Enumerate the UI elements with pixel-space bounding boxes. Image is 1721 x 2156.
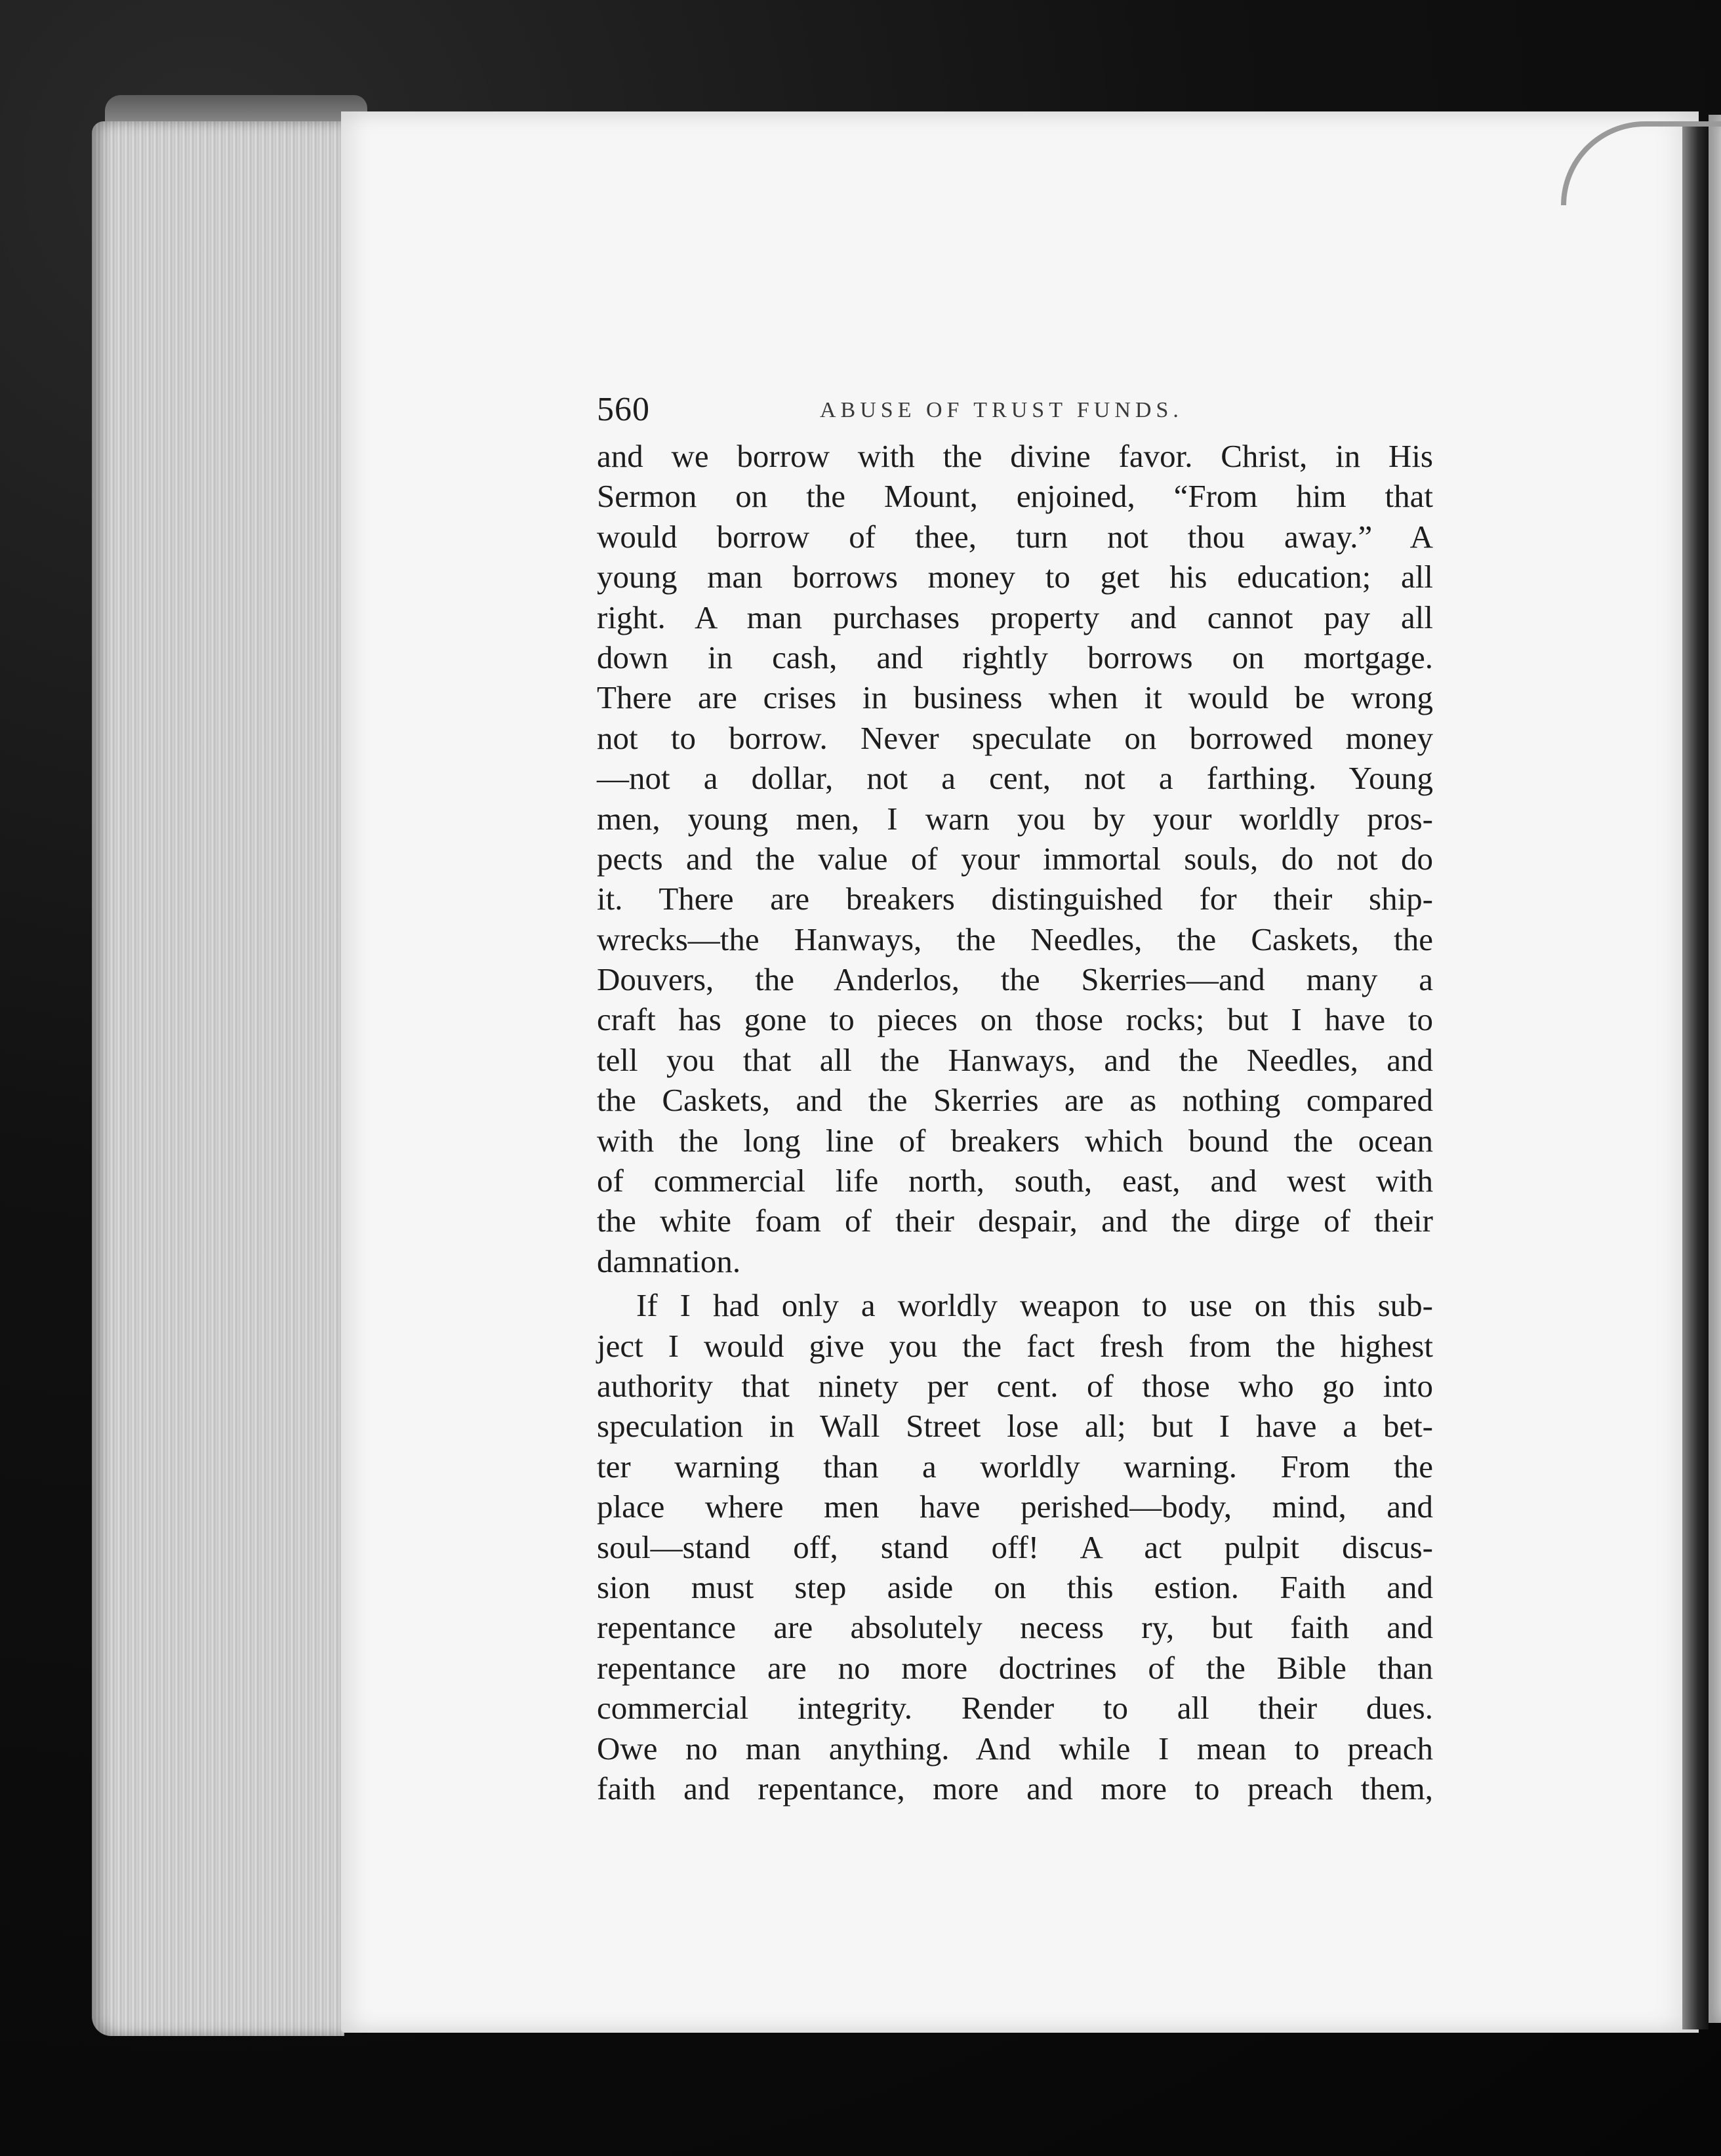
running-head: [597, 390, 1433, 436]
paragraph-2: [597, 1285, 1433, 1808]
page-text-block: [597, 390, 1433, 1808]
paragraph-1: [597, 436, 1433, 1281]
text-line: wrecks—the Hanways, the Needles, the Caskets, the: [597, 921, 1433, 957]
text-line: damnation.: [597, 1243, 741, 1279]
text-line: pects and the value of your immortal souls, do not do: [597, 840, 1433, 877]
text-line: Douvers, the Anderlos, the Skerries—and many a: [597, 961, 1433, 998]
running-title: ABUSE OF TRUST FUNDS.: [820, 398, 1183, 422]
text-line: repentance are no more doctrines of the Bible than: [597, 1649, 1433, 1686]
text-line: the white foam of their despair, and the dirge of their: [597, 1203, 1433, 1239]
text-line: There are crises in business when it would be wrong: [597, 679, 1433, 716]
text-line: down in cash, and rightly borrows on mortgage.: [597, 639, 1433, 675]
text-line: and we borrow with the divine favor. Christ, in His: [597, 438, 1433, 474]
text-line: not to borrow. Never speculate on borrowed money: [597, 719, 1433, 756]
text-line: commercial integrity. Render to all their dues.: [597, 1690, 1433, 1727]
text-line: the Caskets, and the Skerries are as nothing compared: [597, 1082, 1433, 1119]
text-line: tell you that all the Hanways, and the Needles, and: [597, 1041, 1433, 1078]
text-line: ject I would give you the fact fresh from the highest: [597, 1327, 1433, 1364]
text-line: authority that ninety per cent. of those who go into: [597, 1367, 1433, 1404]
text-line: men, young men, I warn you by your worldly pros-: [597, 800, 1433, 837]
text-line: craft has gone to pieces on those rocks; but I have to: [597, 1001, 1433, 1038]
facing-page-edge: [1709, 115, 1721, 2023]
text-line: Owe no man anything. And while I mean to preach: [597, 1730, 1433, 1767]
text-line: of commercial life north, south, east, and west with: [597, 1163, 1433, 1199]
text-line: repentance are absolutely necess ry, but faith and: [597, 1609, 1433, 1646]
text-line: it. There are breakers distinguished for their ship-: [597, 881, 1433, 917]
text-line: soul—stand off, stand off! A act pulpit discus-: [597, 1528, 1433, 1565]
book-gutter: [1682, 121, 1709, 2029]
page-number: 560: [597, 391, 650, 428]
text-line: sion must step aside on this estion. Faith and: [597, 1568, 1433, 1605]
text-line: If I had only a worldly weapon to use on this sub-: [636, 1287, 1433, 1324]
text-line: place where men have perished—body, mind, and: [597, 1488, 1433, 1525]
text-line: with the long line of breakers which bound the ocean: [597, 1122, 1433, 1159]
text-line: young man borrows money to get his education; all: [597, 559, 1433, 595]
text-line: faith and repentance, more and more to preach them,: [597, 1770, 1433, 1807]
text-line: right. A man purchases property and cannot pay all: [597, 599, 1433, 635]
text-line: ter warning than a worldly warning. From the: [597, 1448, 1433, 1485]
text-line: would borrow of thee, turn not thou away.” A: [597, 518, 1433, 555]
text-line: speculation in Wall Street lose all; but I have a bet-: [597, 1408, 1433, 1445]
page-fore-edge: [92, 121, 344, 2036]
text-line: —not a dollar, not a cent, not a farthing. Young: [597, 760, 1433, 797]
text-line: Sermon on the Mount, enjoined, “From him that: [597, 478, 1433, 515]
